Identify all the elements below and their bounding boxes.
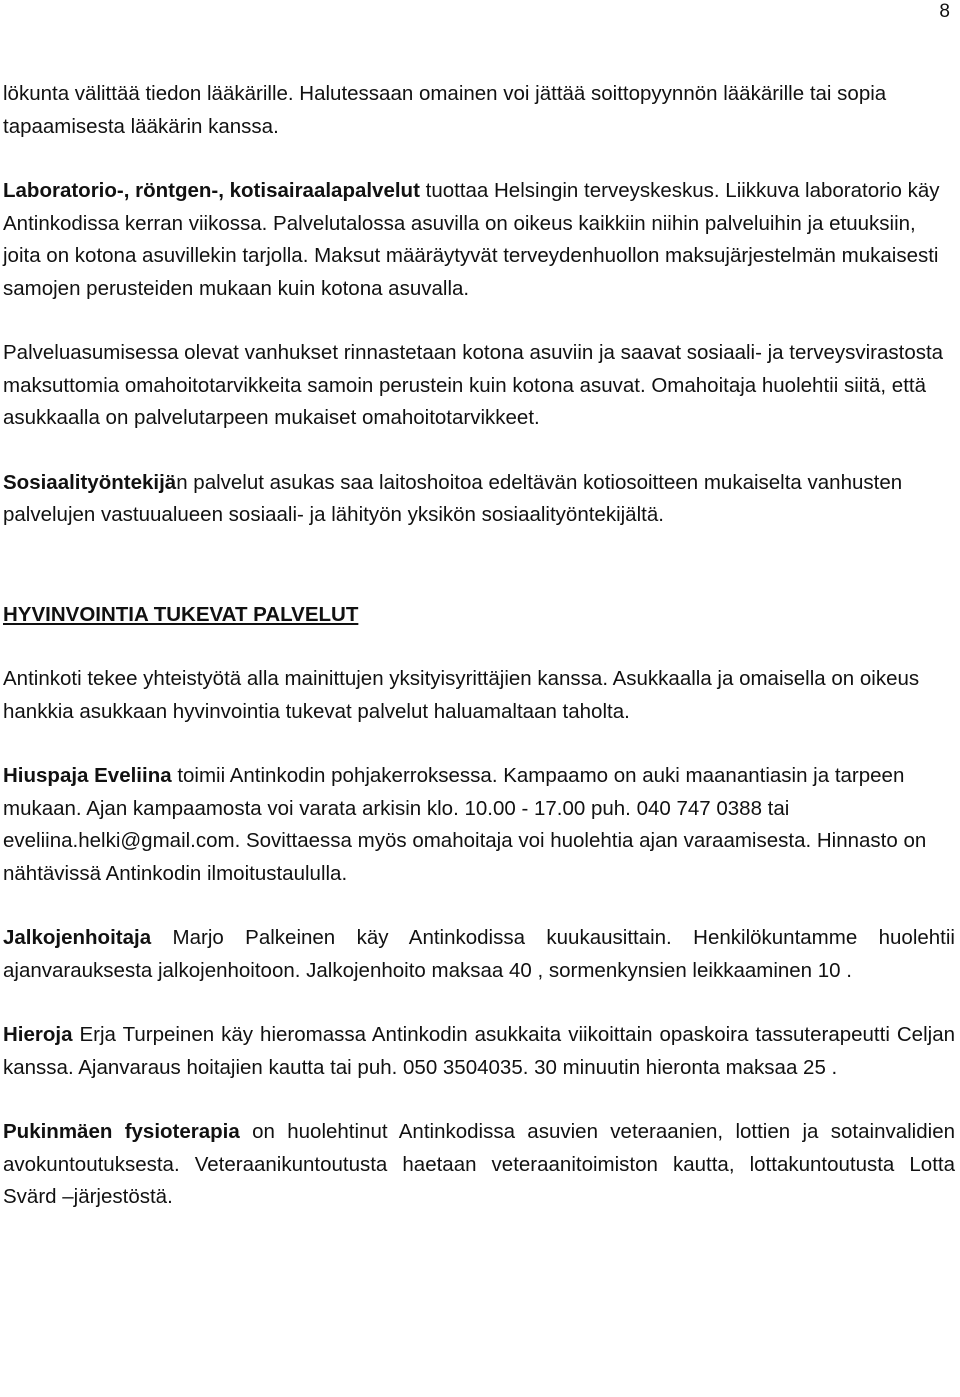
- paragraph-laboratory-text: tuottaa Helsingin terveyskeskus. Liikkuva laboratorio käy Antinkodissa kerran viikossa. Palvelutalossa asuvilla on oikeus kaikkiin niihin palveluihin ja etuuksiin, joita on kotona asuvillekin tarjolla. Maksut määräytyvät terveydenhuollon maksujärjestelmän mukaisesti samojen perusteiden mukaan kuin kotona asuvalla.: [3, 179, 940, 300]
- term-hairdresser: Hiuspaja Eveliina: [3, 764, 172, 787]
- page-number: 8: [939, 1, 950, 22]
- section-heading: HYVINVOINTIA TUKEVAT PALVELUT: [3, 602, 359, 626]
- paragraph-massage: [3, 1019, 955, 1084]
- paragraph-hairdresser: [3, 760, 955, 890]
- term-laboratory: Laboratorio-, röntgen-, kotisairaalapalvelut: [3, 179, 420, 202]
- term-massage: Hieroja: [3, 1023, 73, 1046]
- document-body: [3, 78, 955, 1214]
- paragraph-physiotherapy-text: on huolehtinut Antinkodissa asuvien veteraanien, lottien ja sotainvalidien avokuntoutuksesta. Veteraanikuntoutusta haetaan veteraanitoimiston kautta, lottakuntoutusta Lotta Svärd –järjestöstä.: [3, 1120, 955, 1208]
- paragraph-foot-care: [3, 922, 955, 987]
- term-foot-care: Jalkojenhoitaja: [3, 926, 152, 949]
- paragraph-foot-care-text: Marjo Palkeinen käy Antinkodissa kuukausittain. Henkilökuntamme huolehtii ajanvarauksesta jalkojenhoitoon. Jalkojenhoito maksaa 40 , sormenkynsien leikkaaminen 10 .: [3, 926, 955, 982]
- paragraph-social-worker-text: palvelut asukas saa laitoshoitoa edeltävän kotiosoitteen mukaiselta vanhusten palvelujen vastuualueen sosiaali- ja lähityön yksikön sosiaalityöntekijältä.: [3, 470, 903, 526]
- paragraph-hairdresser-text: toimii Antinkodin pohjakerroksessa. Kampaamo on auki maanantiasin ja tarpeen mukaan. Ajan kampaamosta voi varata arkisin klo. 10.00 - 17.00 puh. 040 747 0388 tai eveliina.helki@gmail.com. Sovittaessa myös omahoitaja voi huolehtia ajan varaamisesta. Hinnasto on nähtävissä Antinkodin ilmoitustaululla.: [3, 764, 927, 885]
- paragraph-cooperation: Antinkoti tekee yhteistyötä alla mainittujen yksityisyrittäjien kanssa. Asukkaalla ja omaisella on oikeus hankkia asukkaan hyvinvointia tukevat palvelut haluamaltaan taholta.: [3, 667, 920, 723]
- paragraph-laboratory: [3, 175, 955, 305]
- term-social-worker: Sosiaalityöntekijä: [3, 470, 177, 494]
- paragraph-social-worker: [3, 467, 955, 532]
- paragraph-massage-text: Erja Turpeinen käy hieromassa Antinkodin asukkaita viikoittain opaskoira tassuterapeutti Celjan kanssa. Ajanvaraus hoitajien kautta tai puh. 050 3504035. 30 minuutin hieronta maksaa 25 .: [3, 1023, 955, 1079]
- term-social-worker-suffix: n: [176, 470, 188, 494]
- term-physiotherapy: Pukinmäen fysioterapia: [3, 1120, 240, 1143]
- paragraph-physiotherapy: [3, 1116, 955, 1214]
- paragraph-doctor-info: lökunta välittää tiedon lääkärille. Halutessaan omainen voi jättää soittopyynnön lääkärille tai sopia tapaamisesta lääkärin kanssa.: [3, 82, 887, 138]
- paragraph-care-supplies: Palveluasumisessa olevat vanhukset rinnastetaan kotona asuviin ja saavat sosiaali- ja terveysvirastosta maksuttomia omahoitotarvikkeita samoin perustein kuin kotona asuvat. Omahoitaja huolehtii siitä, että asukkaalla on palvelutarpeen mukaiset omahoitotarvikkeet.: [3, 341, 944, 429]
